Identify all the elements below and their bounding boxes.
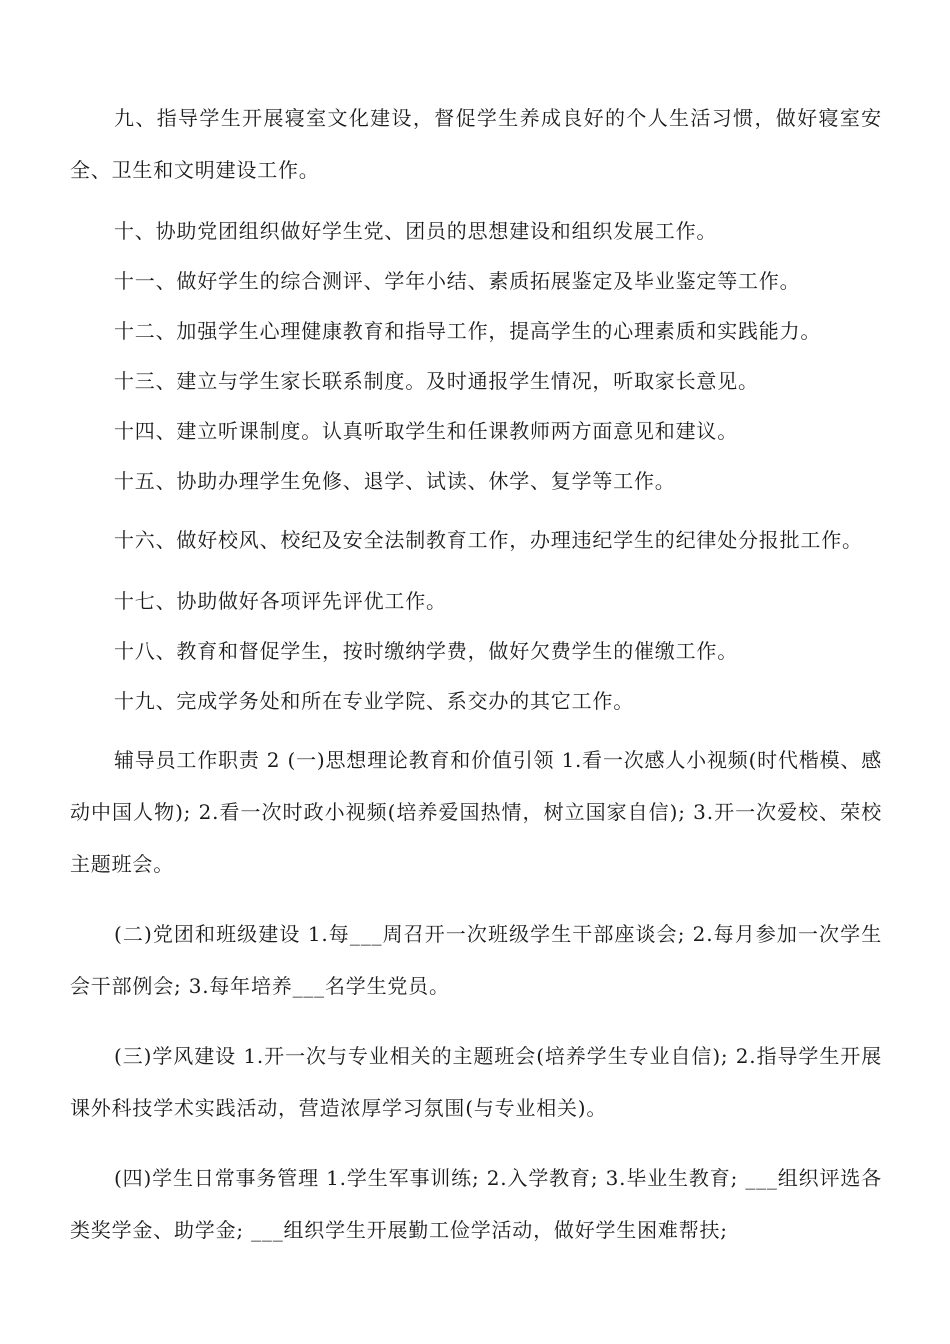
paragraph-11: 十一、做好学生的综合测评、学年小结、素质拓展鉴定及毕业鉴定等工作。 <box>114 269 801 293</box>
paragraph-13: 十三、建立与学生家长联系制度。及时通报学生情况，听取家长意见。 <box>114 369 759 393</box>
paragraph-duties-3: (三)学风建设 1.开一次与专业相关的主题班会(培养学生专业自信); 2.指导学生开展课外科技学术实践活动，营造浓厚学习氛围(与专业相关)。 <box>70 1044 882 1120</box>
document-body <box>70 92 882 1274</box>
paragraph-10: 十、协助党团组织做好学生党、团员的思想建设和组织发展工作。 <box>114 219 718 243</box>
paragraph-18: 十八、教育和督促学生，按时缴纳学费，做好欠费学生的催缴工作。 <box>114 639 738 663</box>
paragraph-duties-4: (四)学生日常事务管理 1.学生军事训练; 2.入学教育; 3.毕业生教育; ___组织评选各类奖学金、助学金; ___组织学生开展勤工俭学活动，做好学生困难帮扶; <box>70 1166 882 1242</box>
paragraph-12: 十二、加强学生心理健康教育和指导工作，提高学生的心理素质和实践能力。 <box>114 319 822 343</box>
paragraph-9: 九、指导学生开展寝室文化建设，督促学生养成良好的个人生活习惯，做好寝室安全、卫生和文明建设工作。 <box>70 106 882 182</box>
paragraph-15: 十五、协助办理学生免修、退学、试读、休学、复学等工作。 <box>114 469 676 493</box>
paragraph-19: 十九、完成学务处和所在专业学院、系交办的其它工作。 <box>114 689 634 713</box>
paragraph-16: 十六、做好校风、校纪及安全法制教育工作，办理违纪学生的纪律处分报批工作。 <box>114 528 863 552</box>
paragraph-duties-1: 辅导员工作职责 2 (一)思想理论教育和价值引领 1.看一次感人小视频(时代楷模、感动中国人物); 2.看一次时政小视频(培养爱国热情，树立国家自信); 3.开一次爱校、荣校主题班会。 <box>70 748 882 876</box>
paragraph-14: 十四、建立听课制度。认真听取学生和任课教师两方面意见和建议。 <box>114 419 738 443</box>
paragraph-17: 十七、协助做好各项评先评优工作。 <box>114 589 447 613</box>
paragraph-duties-2: (二)党团和班级建设 1.每___周召开一次班级学生干部座谈会; 2.每月参加一次学生会干部例会; 3.每年培养___名学生党员。 <box>70 922 882 998</box>
